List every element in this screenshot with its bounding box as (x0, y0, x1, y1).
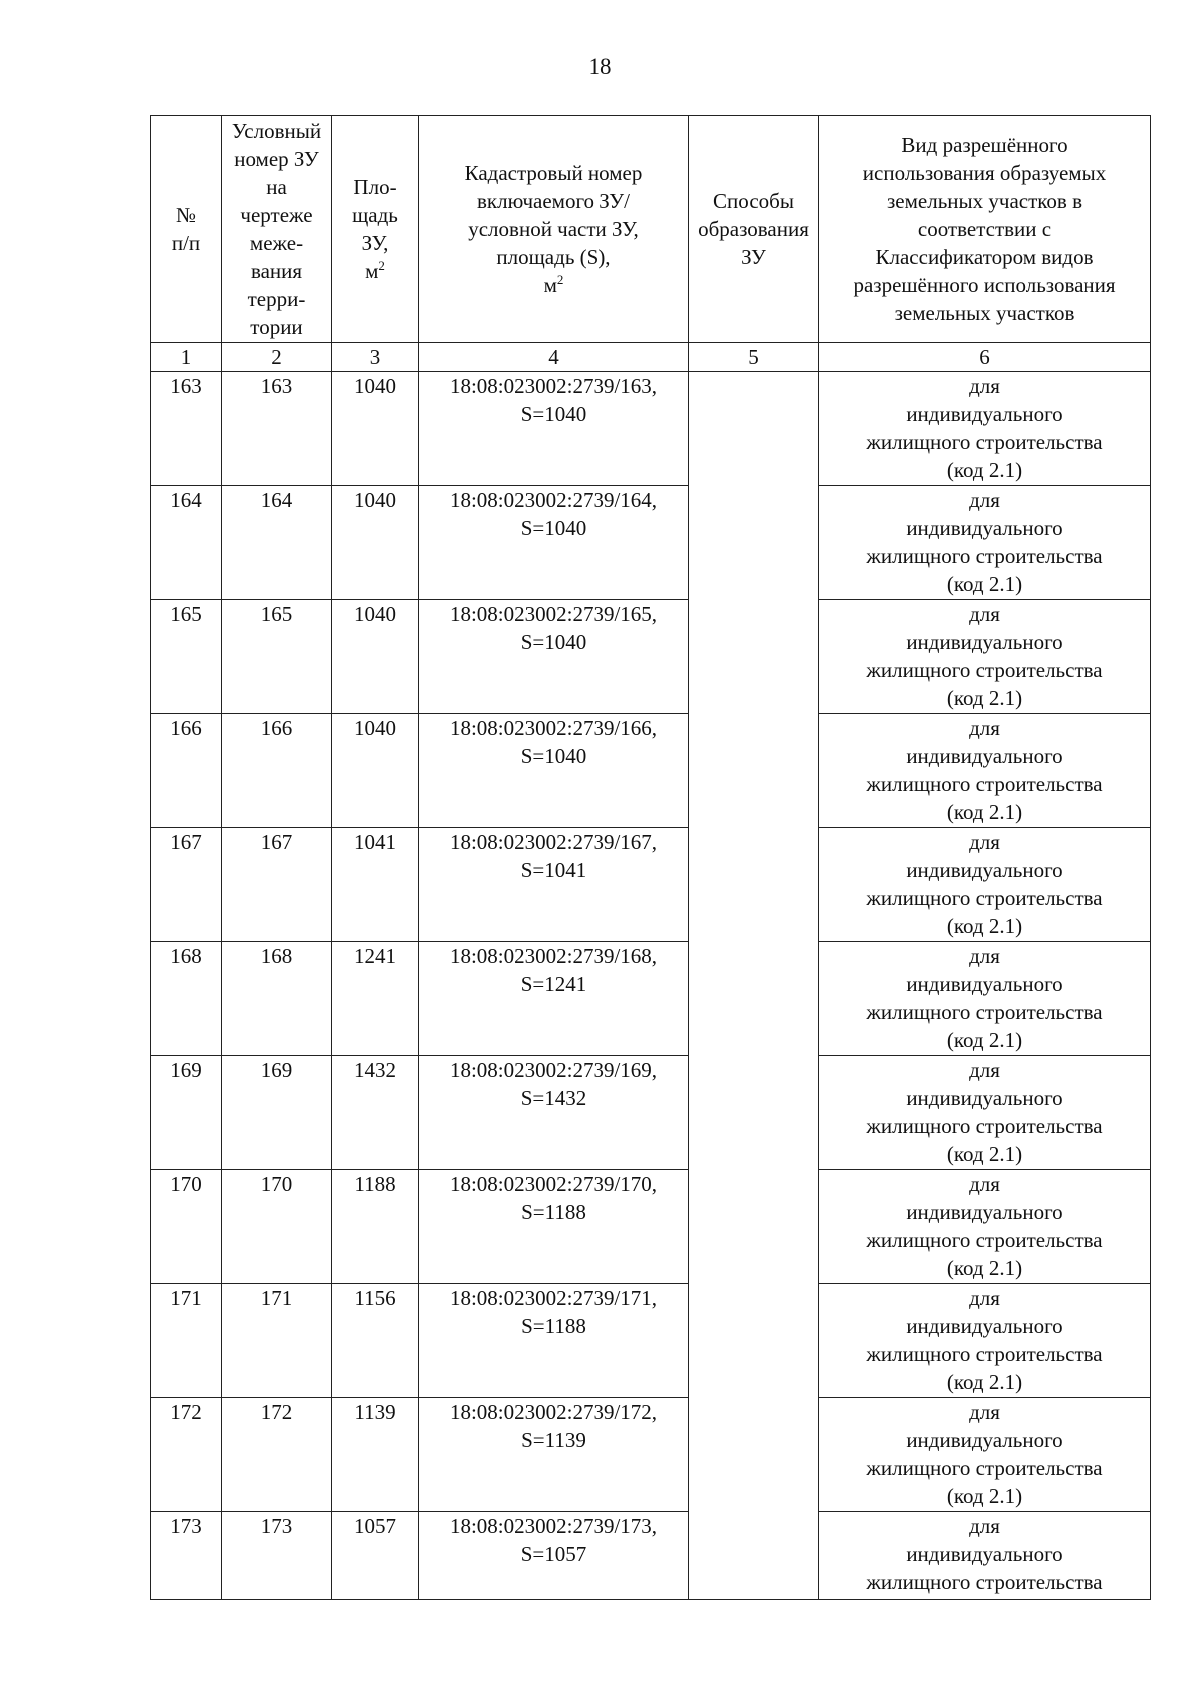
cadastral-number-cell: 18:08:023002:2739/173, S=1057 (419, 1512, 689, 1600)
row-number-cell: 163 (151, 372, 222, 486)
header-conditional-number: Условный номер ЗУ на чертеже меже- вания терри- тории (222, 116, 332, 343)
cadastral-number-cell: 18:08:023002:2739/165, S=1040 (419, 600, 689, 714)
row-number-cell: 172 (151, 1398, 222, 1512)
permitted-use-cell: для индивидуального жилищного строительства (код 2.1) (819, 1398, 1151, 1512)
header-cadastral-sup: 2 (556, 272, 564, 287)
area-cell: 1057 (332, 1512, 419, 1600)
row-number-cell: 171 (151, 1284, 222, 1398)
area-cell: 1241 (332, 942, 419, 1056)
table-row (151, 942, 1151, 1056)
area-cell: 1139 (332, 1398, 419, 1512)
cadastral-number-cell: 18:08:023002:2739/172, S=1139 (419, 1398, 689, 1512)
permitted-use-cell: для индивидуального жилищного строительства (код 2.1) (819, 1056, 1151, 1170)
area-cell: 1041 (332, 828, 419, 942)
area-cell: 1188 (332, 1170, 419, 1284)
row-number-cell: 173 (151, 1512, 222, 1600)
column-number: 2 (222, 343, 332, 372)
table-header-row (151, 116, 1151, 343)
permitted-use-cell: для индивидуального жилищного строительства (код 2.1) (819, 1284, 1151, 1398)
conditional-number-cell: 173 (222, 1512, 332, 1600)
cadastral-number-cell: 18:08:023002:2739/163, S=1040 (419, 372, 689, 486)
permitted-use-cell: для индивидуального жилищного строительства (код 2.1) (819, 828, 1151, 942)
conditional-number-cell: 166 (222, 714, 332, 828)
column-number: 1 (151, 343, 222, 372)
column-number: 5 (689, 343, 819, 372)
conditional-number-cell: 168 (222, 942, 332, 1056)
header-area (332, 116, 419, 343)
column-numbers-row (151, 343, 1151, 372)
permitted-use-cell: для индивидуального жилищного строительства (код 2.1) (819, 600, 1151, 714)
conditional-number-cell: 164 (222, 486, 332, 600)
header-number: № п/п (151, 116, 222, 343)
cadastral-number-cell: 18:08:023002:2739/171, S=1188 (419, 1284, 689, 1398)
conditional-number-cell: 167 (222, 828, 332, 942)
area-cell: 1040 (332, 486, 419, 600)
conditional-number-cell: 171 (222, 1284, 332, 1398)
table-row (151, 1512, 1151, 1600)
column-number: 3 (332, 343, 419, 372)
cadastral-number-cell: 18:08:023002:2739/167, S=1041 (419, 828, 689, 942)
table-row (151, 714, 1151, 828)
conditional-number-cell: 165 (222, 600, 332, 714)
formation-method-cell (689, 372, 819, 1600)
row-number-cell: 170 (151, 1170, 222, 1284)
permitted-use-cell: для индивидуального жилищного строительства (код 2.1) (819, 486, 1151, 600)
row-number-cell: 169 (151, 1056, 222, 1170)
header-formation-method: Способы образования ЗУ (689, 116, 819, 343)
area-cell: 1040 (332, 372, 419, 486)
table-row (151, 1284, 1151, 1398)
conditional-number-cell: 172 (222, 1398, 332, 1512)
table-row (151, 600, 1151, 714)
cadastral-number-cell: 18:08:023002:2739/166, S=1040 (419, 714, 689, 828)
permitted-use-cell: для индивидуального жилищного строительства (код 2.1) (819, 942, 1151, 1056)
land-plots-table (150, 115, 1151, 1600)
conditional-number-cell: 163 (222, 372, 332, 486)
header-area-text: Пло- щадь ЗУ, м (352, 175, 398, 283)
row-number-cell: 164 (151, 486, 222, 600)
permitted-use-cell: для индивидуального жилищного строительства (код 2.1) (819, 714, 1151, 828)
cadastral-number-cell: 18:08:023002:2739/170, S=1188 (419, 1170, 689, 1284)
conditional-number-cell: 169 (222, 1056, 332, 1170)
row-number-cell: 168 (151, 942, 222, 1056)
header-cadastral-text: Кадастровый номер включаемого ЗУ/ условной части ЗУ, площадь (S), м (464, 161, 643, 297)
table-row (151, 486, 1151, 600)
cadastral-number-cell: 18:08:023002:2739/169, S=1432 (419, 1056, 689, 1170)
table-row (151, 1056, 1151, 1170)
row-number-cell: 166 (151, 714, 222, 828)
header-permitted-use: Вид разрешённого использования образуемых земельных участков в соответствии с Классификатором видов разрешённого использования земельных участков (819, 116, 1151, 343)
table-row (151, 372, 1151, 486)
row-number-cell: 167 (151, 828, 222, 942)
cadastral-number-cell: 18:08:023002:2739/168, S=1241 (419, 942, 689, 1056)
area-cell: 1040 (332, 600, 419, 714)
area-cell: 1156 (332, 1284, 419, 1398)
conditional-number-cell: 170 (222, 1170, 332, 1284)
row-number-cell: 165 (151, 600, 222, 714)
permitted-use-cell: для индивидуального жилищного строительства (код 2.1) (819, 1170, 1151, 1284)
cadastral-number-cell: 18:08:023002:2739/164, S=1040 (419, 486, 689, 600)
header-cadastral-number (419, 116, 689, 343)
permitted-use-cell: для индивидуального жилищного строительства (819, 1512, 1151, 1600)
permitted-use-cell: для индивидуального жилищного строительства (код 2.1) (819, 372, 1151, 486)
page-number: 18 (588, 54, 612, 79)
area-cell: 1040 (332, 714, 419, 828)
area-cell: 1432 (332, 1056, 419, 1170)
table-row (151, 1170, 1151, 1284)
table-row (151, 828, 1151, 942)
table-row (151, 1398, 1151, 1512)
header-area-sup: 2 (378, 258, 385, 273)
column-number: 4 (419, 343, 689, 372)
column-number: 6 (819, 343, 1151, 372)
